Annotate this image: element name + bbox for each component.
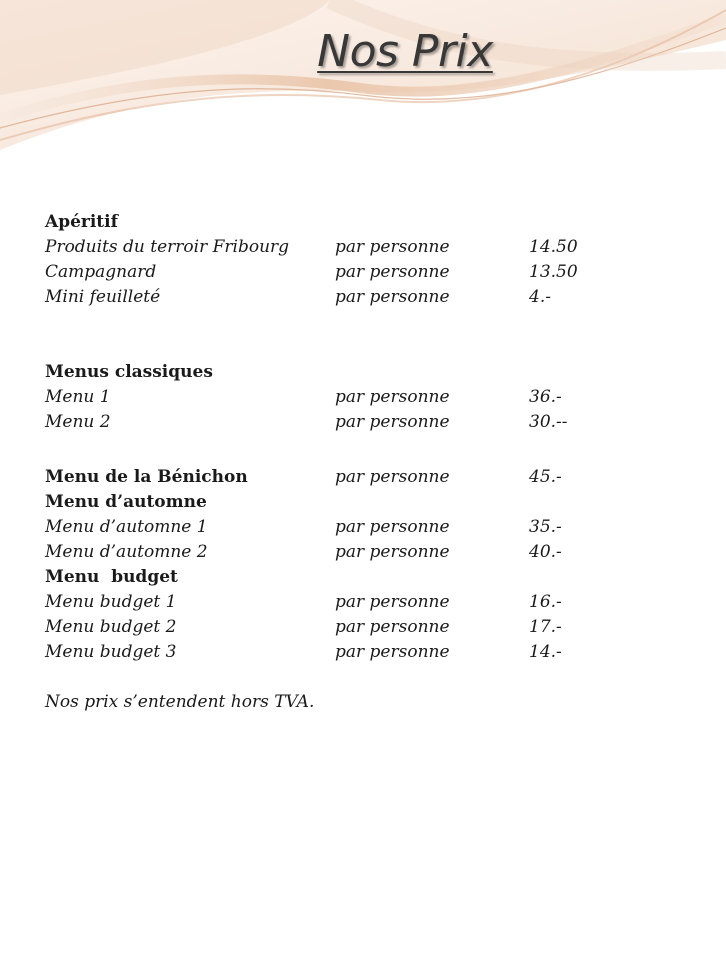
item-unit: par personne bbox=[335, 642, 450, 662]
item-unit: par personne bbox=[335, 237, 450, 257]
section-title: Apéritif bbox=[45, 212, 118, 232]
item-price: 14.50 bbox=[529, 237, 578, 257]
item-price: 4.- bbox=[529, 287, 551, 307]
spacer bbox=[45, 665, 685, 690]
page-title: Nos Prix bbox=[317, 26, 493, 77]
item-name: Menu budget 3 bbox=[45, 642, 177, 662]
item-name: Menu budget 2 bbox=[45, 617, 177, 637]
list-item bbox=[45, 590, 685, 615]
list-item bbox=[45, 385, 685, 410]
item-unit: par personne bbox=[335, 262, 450, 282]
item-unit: par personne bbox=[335, 542, 450, 562]
list-item bbox=[45, 640, 685, 665]
section-heading-benichon bbox=[45, 465, 685, 490]
item-unit: par personne bbox=[335, 412, 450, 432]
item-name: Menu 1 bbox=[45, 387, 111, 407]
item-name: Campagnard bbox=[45, 262, 157, 282]
item-unit: par personne bbox=[335, 617, 450, 637]
price-list bbox=[45, 210, 685, 715]
section-title: Menus classiques bbox=[45, 362, 213, 382]
section-title: Menu budget bbox=[45, 567, 178, 587]
item-price: 17.- bbox=[529, 617, 562, 637]
item-price: 45.- bbox=[529, 467, 562, 487]
item-name: Mini feuilleté bbox=[45, 287, 161, 307]
item-price: 36.- bbox=[529, 387, 562, 407]
section-heading-budget bbox=[45, 565, 685, 590]
item-price: 40.- bbox=[529, 542, 562, 562]
item-name: Menu budget 1 bbox=[45, 592, 177, 612]
item-price: 16.- bbox=[529, 592, 562, 612]
section-heading-automne bbox=[45, 490, 685, 515]
list-item bbox=[45, 410, 685, 435]
list-item bbox=[45, 235, 685, 260]
section-heading-aperitif bbox=[45, 210, 685, 235]
item-name: Menu d’automne 1 bbox=[45, 517, 208, 537]
item-price: 13.50 bbox=[529, 262, 578, 282]
list-item bbox=[45, 285, 685, 310]
item-name: Produits du terroir Fribourg bbox=[45, 237, 290, 257]
item-unit: par personne bbox=[335, 517, 450, 537]
item-unit: par personne bbox=[335, 287, 450, 307]
section-heading-classiques bbox=[45, 360, 685, 385]
spacer bbox=[45, 435, 685, 465]
item-unit: par personne bbox=[335, 387, 450, 407]
list-item bbox=[45, 615, 685, 640]
vat-note: Nos prix s’entendent hors TVA. bbox=[45, 692, 315, 712]
item-name: Menu 2 bbox=[45, 412, 111, 432]
section-title: Menu d’automne bbox=[45, 492, 207, 512]
item-price: 30.-- bbox=[529, 412, 568, 432]
item-unit: par personne bbox=[335, 467, 450, 487]
list-item bbox=[45, 540, 685, 565]
item-unit: par personne bbox=[335, 592, 450, 612]
list-item bbox=[45, 260, 685, 285]
section-title: Menu de la Bénichon bbox=[45, 467, 248, 487]
item-name: Menu d’automne 2 bbox=[45, 542, 208, 562]
list-item bbox=[45, 515, 685, 540]
spacer bbox=[45, 310, 685, 360]
item-price: 14.- bbox=[529, 642, 562, 662]
item-price: 35.- bbox=[529, 517, 562, 537]
